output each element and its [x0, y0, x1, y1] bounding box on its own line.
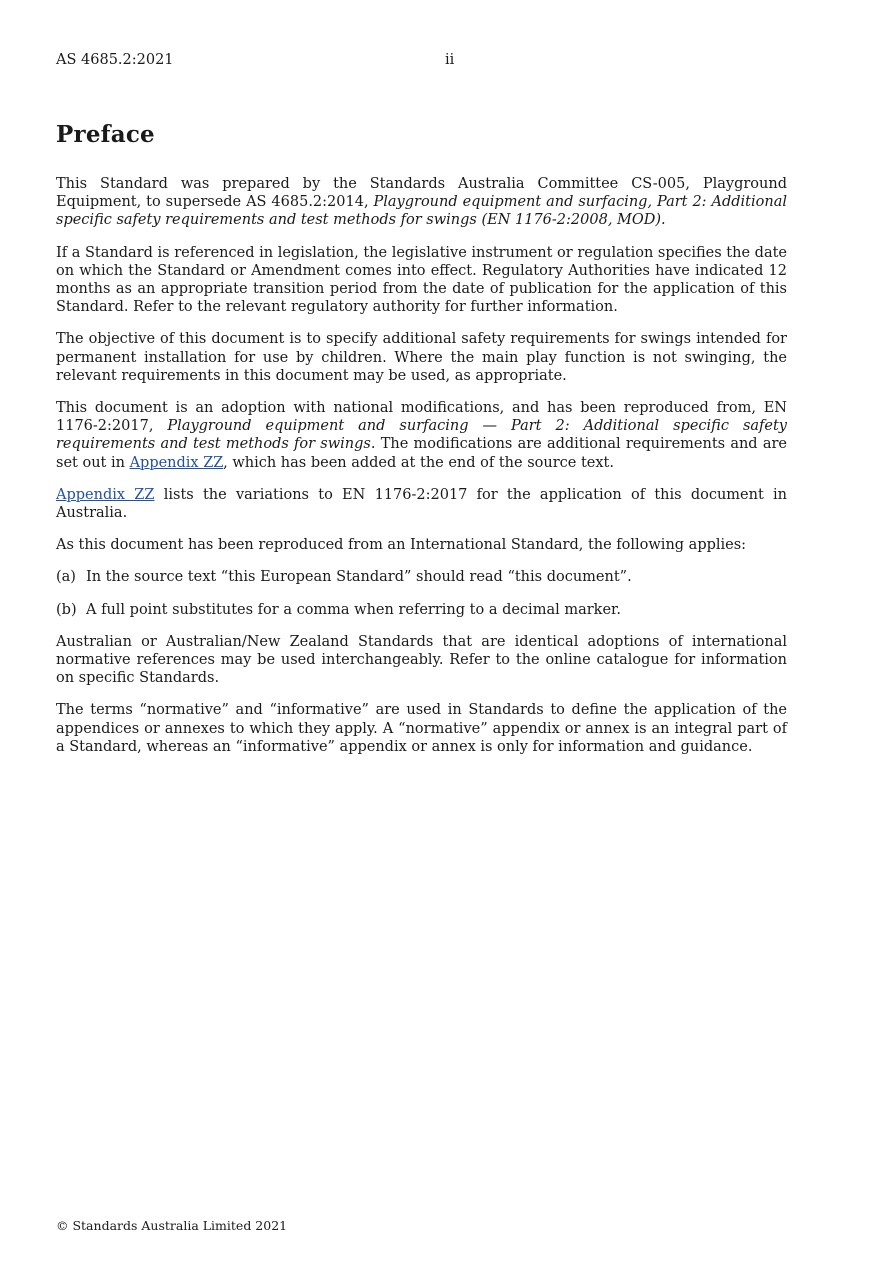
- appendix-zz-link[interactable]: Appendix ZZ: [129, 454, 224, 471]
- paragraph-4-text-a: This document is an adoption with national modifications, and has been reproduced from, EN 1176-2:2017,: [56, 400, 787, 435]
- preface-body: [56, 175, 787, 756]
- paragraph-1-italic-title: Playground equipment and surfacing, Part 2: Additional specific safety requirements and test methods for swings (EN 1176-2:2008, MOD).: [56, 194, 787, 229]
- document-id: AS 4685.2:2021: [56, 52, 174, 68]
- paragraph-1: [56, 175, 787, 230]
- paragraph-3: The objective of this document is to specify additional safety requirements for swings intended for permanent installation for use by children. Where the main play function is not swinging, the relevant requirements in this document may be used, as appropriate.: [56, 331, 787, 384]
- paragraph-5: [56, 486, 787, 522]
- paragraph-4-italic-title: Playground equipment and surfacing — Part 2: Additional specific safety requirements and test methods for swings: [56, 418, 787, 453]
- paragraph-4: [56, 399, 787, 472]
- list-item-text: In the source text “this European Standard” should read “this document”.: [86, 569, 632, 586]
- list-item-label: (b): [56, 601, 77, 618]
- page-number: ii: [445, 52, 455, 68]
- paragraph-6: As this document has been reproduced from an International Standard, the following applies:: [56, 537, 747, 554]
- page-header: [56, 52, 786, 72]
- paragraph-2: If a Standard is referenced in legislation, the legislative instrument or regulation specifies the date on which the Standard or Amendment comes into effect. Regulatory Authorities have indicated 12 months as an appropriate transition period from the date of publication for the application of this Standard. Refer to the relevant regulatory authority for further information.: [56, 244, 787, 316]
- list-item-label: (a): [56, 569, 76, 586]
- paragraph-5-text: lists the variations to EN 1176-2:2017 for the application of this document in Australia.: [56, 486, 788, 522]
- page-title: Preface: [56, 121, 155, 148]
- copyright-footer: © Standards Australia Limited 2021: [56, 1218, 288, 1233]
- list-item: [56, 601, 787, 619]
- paragraph-1-text: This Standard was prepared by the Standards Australia Committee CS-005, Playground Equipment, to supersede AS 4685.2:2014,: [56, 176, 787, 211]
- paragraph-8: The terms “normative” and “informative” are used in Standards to define the application of the appendices or annexes to which they apply. A “normative” appendix or annex is an integral part of a Standard, whereas an “informative” appendix or annex is only for information and guidance.: [56, 702, 787, 755]
- list-item: [56, 568, 787, 586]
- paragraph-4-text-c: , which has been added at the end of the source text.: [223, 454, 614, 471]
- paragraph-4-text-b: . The modifications are additional requirements and are set out in: [56, 436, 787, 471]
- list-item-text: A full point substitutes for a comma when referring to a decimal marker.: [86, 601, 621, 618]
- appendix-zz-link-2[interactable]: Appendix ZZ: [56, 486, 155, 503]
- paragraph-7: Australian or Australian/New Zealand Standards that are identical adoptions of international normative references may be used interchangeably. Refer to the online catalogue for information on specific Standards.: [56, 633, 787, 687]
